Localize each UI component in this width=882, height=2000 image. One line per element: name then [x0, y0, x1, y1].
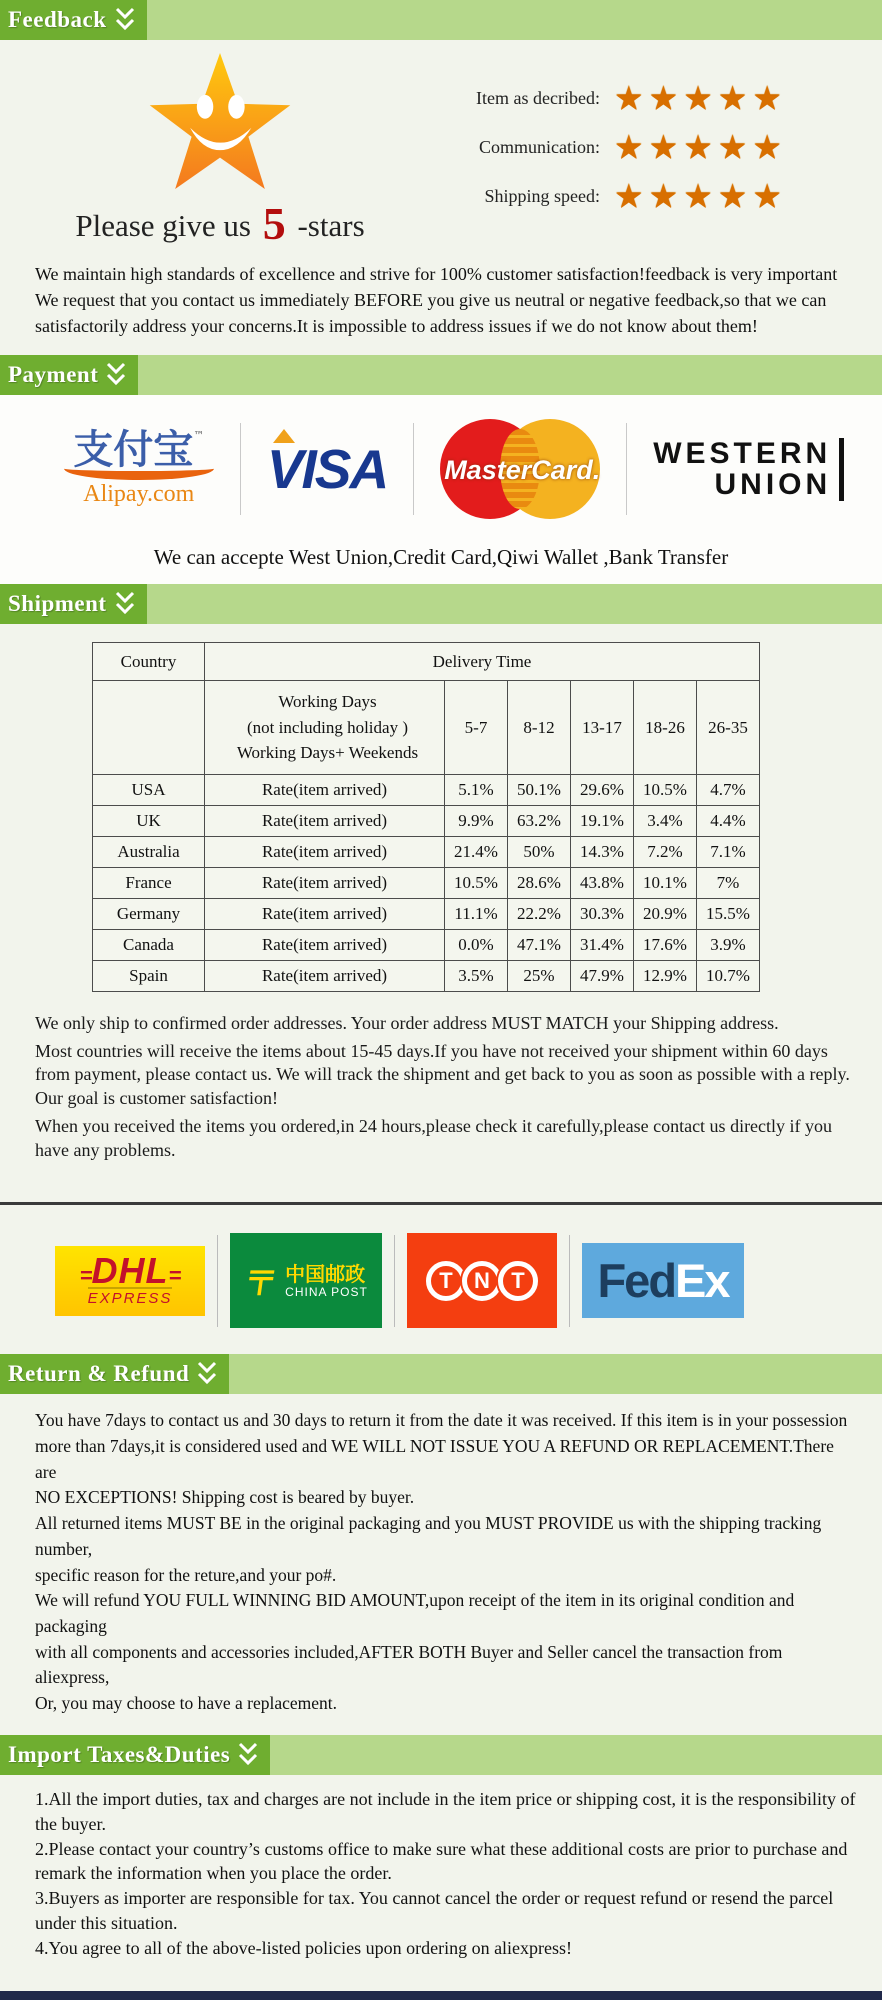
rate-value-cell: 25%	[508, 960, 571, 991]
period-header-cell: 26-35	[697, 681, 760, 775]
import-taxes-section	[0, 1735, 882, 1977]
shipment-section	[0, 584, 882, 1354]
shipment-title: Shipment	[8, 591, 107, 617]
shipping-paragraphs	[0, 1000, 882, 1177]
payment-title-box	[0, 355, 138, 395]
tnt-ring-letter: T	[426, 1261, 466, 1301]
rating-row	[450, 78, 787, 118]
return-text-line: You have 7days to contact us and 30 days to return it from the date it was received. If this item is in your possession	[35, 1410, 848, 1431]
country-cell: France	[93, 867, 205, 898]
fedex-ex-text: Ex	[675, 1254, 729, 1308]
period-header-cell: 18-26	[634, 681, 697, 775]
working-days-line: Working Days	[278, 692, 377, 712]
rate-value-cell: 3.5%	[445, 960, 508, 991]
star-icon: ★	[683, 81, 718, 117]
return-text-line: Or, you may choose to have a replacement.	[35, 1693, 338, 1714]
payment-section	[0, 355, 882, 584]
footer-bar	[0, 1991, 882, 2000]
period-header-cell: 8-12	[508, 681, 571, 775]
country-row	[93, 867, 760, 898]
delivery-time-header-cell: Delivery Time	[205, 643, 760, 681]
country-row	[93, 805, 760, 836]
caption-suffix: -stars	[297, 208, 365, 243]
feedback-title: Feedback	[8, 7, 107, 32]
rate-value-cell: 30.3%	[571, 898, 634, 929]
shipment-header-bar	[0, 584, 882, 624]
rate-value-cell: 63.2%	[508, 805, 571, 836]
rate-value-cell: 19.1%	[571, 805, 634, 836]
star-icon: ★	[683, 179, 718, 215]
china-post-emblem-icon: 〒	[240, 1264, 281, 1305]
rate-value-cell: 10.7%	[697, 960, 760, 991]
import-taxes-item: 3.Buyers as importer are responsible for tax. You cannot cancel the order or request refund or resend the parcel under this situation.	[35, 1888, 834, 1934]
payment-title: Payment	[8, 362, 99, 388]
dhl-logo	[55, 1246, 205, 1316]
carrier-logos-row	[0, 1205, 882, 1354]
star-icon: ★	[614, 81, 649, 117]
import-taxes-title-box	[0, 1735, 270, 1775]
smiley-star-icon	[145, 50, 295, 192]
china-post-english-text: CHINA POST	[285, 1284, 368, 1299]
return-refund-title-box	[0, 1354, 229, 1394]
star-icon: ★	[752, 179, 787, 215]
rate-label-cell: Rate(item arrived)	[205, 898, 445, 929]
star-rating	[614, 127, 787, 167]
return-text-line: more than 7days,it is considered used and WE WILL NOT ISSUE YOU A REFUND OR REPLACEMENT.There are	[35, 1436, 834, 1482]
import-taxes-text	[0, 1775, 882, 1977]
shipping-paragraph: Most countries will receive the items about 15-45 days.If you have not received your shipment within 60 days from payment, please contact us. We will track the shipment and get back to you as soon as possible with a reply. Our goal is customer satisfaction!	[35, 1040, 850, 1109]
rate-value-cell: 14.3%	[571, 836, 634, 867]
period-header-cell: 13-17	[571, 681, 634, 775]
payment-header-bar	[0, 355, 882, 395]
rate-value-cell: 10.1%	[634, 867, 697, 898]
visa-triangle	[273, 429, 295, 443]
mastercard-wordmark: MasterCard.	[444, 455, 601, 486]
smiley-star-block	[55, 50, 385, 247]
feedback-text-line: We maintain high standards of excellence and strive for 100% customer satisfaction!feedback is very important	[35, 264, 838, 284]
rate-value-cell: 9.9%	[445, 805, 508, 836]
feedback-text-line: satisfactorily address your concerns.It is impossible to address issues if we do not know about them!	[35, 316, 758, 337]
star-icon: ★	[614, 130, 649, 166]
import-taxes-header-bar	[0, 1735, 882, 1775]
trademark-symbol: ™	[193, 429, 205, 443]
rate-label-cell: Rate(item arrived)	[205, 774, 445, 805]
star-icon: ★	[683, 130, 718, 166]
logo-separator	[569, 1235, 570, 1327]
star-icon: ★	[752, 130, 787, 166]
mastercard-logo	[414, 419, 626, 519]
rate-value-cell: 21.4%	[445, 836, 508, 867]
star-icon: ★	[717, 81, 753, 117]
working-days-line: Working Days+ Weekends	[236, 743, 419, 763]
star-rating	[614, 78, 787, 118]
star-icon: ★	[717, 130, 753, 166]
rate-value-cell: 47.1%	[508, 929, 571, 960]
country-row	[93, 774, 760, 805]
tnt-logo	[407, 1233, 557, 1328]
country-row	[93, 898, 760, 929]
country-row	[93, 929, 760, 960]
return-refund-section	[0, 1354, 882, 1735]
western-union-logo	[627, 438, 844, 501]
feedback-body	[0, 40, 882, 247]
working-days-cell	[205, 681, 445, 775]
rating-row	[450, 176, 787, 216]
return-text-line: NO EXCEPTIONS! Shipping cost is beared by buyer.	[35, 1487, 415, 1508]
country-row	[93, 960, 760, 991]
payment-accept-note: We can accepte West Union,Credit Card,Qiwi Wallet ,Bank Transfer	[0, 529, 882, 584]
dhl-express-text: EXPRESS	[88, 1287, 173, 1307]
country-cell: UK	[93, 805, 205, 836]
rate-value-cell: 7.2%	[634, 836, 697, 867]
country-cell: Spain	[93, 960, 205, 991]
star-icon: ★	[648, 179, 684, 215]
shipping-paragraph: We only ship to confirmed order addresses. Your order address MUST MATCH your Shipping address.	[35, 1012, 779, 1033]
tnt-ring-letter: N	[462, 1261, 502, 1301]
feedback-header-bar	[0, 0, 882, 40]
country-cell: USA	[93, 774, 205, 805]
rate-value-cell: 11.1%	[445, 898, 508, 929]
rate-value-cell: 10.5%	[445, 867, 508, 898]
empty-cell	[93, 681, 205, 775]
rate-value-cell: 29.6%	[571, 774, 634, 805]
feedback-title-box	[0, 0, 147, 40]
rate-value-cell: 15.5%	[697, 898, 760, 929]
import-taxes-item: 2.Please contact your country’s customs office to make sure what these additional costs are prior to purchase and remark the information when you place the order.	[35, 1838, 848, 1884]
return-text-line: We will refund YOU FULL WINNING BID AMOUNT,upon receipt of the item in its original condition and packaging	[35, 1590, 795, 1637]
period-header-row	[93, 681, 760, 775]
visa-wordmark: VISA	[267, 437, 387, 501]
tnt-ring-letter: T	[498, 1261, 538, 1301]
star-icon: ★	[648, 130, 684, 166]
rating-label: Communication:	[479, 136, 600, 157]
china-post-chinese-text: 中国邮政	[285, 1261, 366, 1286]
rate-value-cell: 3.4%	[634, 805, 697, 836]
feedback-section	[0, 0, 882, 355]
shipping-paragraph: When you received the items you ordered,in 24 hours,please check it carefully,please contact us directly if you have any problems.	[35, 1115, 833, 1160]
chevron-double-down-icon	[113, 5, 137, 35]
alipay-domain-text: Alipay.com	[83, 481, 195, 508]
period-header-cell: 5-7	[445, 681, 508, 775]
return-text-line: All returned items MUST BE in the original packaging and you MUST PROVIDE us with the shipping tracking number,	[35, 1513, 822, 1559]
rate-value-cell: 4.4%	[697, 805, 760, 836]
payment-logos-row	[0, 395, 882, 529]
rate-value-cell: 3.9%	[697, 929, 760, 960]
chevron-double-down-icon	[104, 360, 128, 390]
rate-label-cell: Rate(item arrived)	[205, 805, 445, 836]
rate-label-cell: Rate(item arrived)	[205, 836, 445, 867]
rate-label-cell: Rate(item arrived)	[205, 960, 445, 991]
fedex-logo	[582, 1243, 744, 1318]
chevron-double-down-icon	[195, 1359, 219, 1389]
rate-value-cell: 0.0%	[445, 929, 508, 960]
rate-value-cell: 50.1%	[508, 774, 571, 805]
rate-value-cell: 47.9%	[571, 960, 634, 991]
import-taxes-item: 4.You agree to all of the above-listed policies upon ordering on aliexpress!	[35, 1937, 573, 1958]
rate-value-cell: 12.9%	[634, 960, 697, 991]
rate-value-cell: 4.7%	[697, 774, 760, 805]
country-cell: Germany	[93, 898, 205, 929]
fedex-fed-text: Fed	[597, 1254, 676, 1308]
rate-value-cell: 10.5%	[634, 774, 697, 805]
import-taxes-title: Import Taxes&Duties	[8, 1741, 231, 1767]
rate-value-cell: 17.6%	[634, 929, 697, 960]
country-header-cell: Country	[93, 643, 205, 681]
star-icon: ★	[648, 81, 684, 117]
working-days-line: (not including holiday )	[246, 717, 408, 737]
feedback-text-line: We request that you contact us immediately BEFORE you give us neutral or negative feedback,so that we can	[35, 290, 827, 311]
caption-number: 5	[262, 198, 286, 249]
return-refund-title: Return & Refund	[8, 1361, 190, 1387]
delivery-rate-table	[92, 642, 760, 992]
star-icon: ★	[614, 179, 649, 215]
mastercard-mark	[440, 419, 600, 519]
star-icon: ★	[717, 179, 753, 215]
rating-label: Item as decribed:	[476, 87, 600, 108]
rate-value-cell: 22.2%	[508, 898, 571, 929]
rate-value-cell: 7%	[697, 867, 760, 898]
rate-value-cell: 31.4%	[571, 929, 634, 960]
rate-label-cell: Rate(item arrived)	[205, 929, 445, 960]
china-post-logo	[230, 1233, 382, 1328]
rating-list	[450, 78, 787, 247]
rating-label: Shipping speed:	[484, 185, 600, 206]
chevron-double-down-icon	[236, 1740, 260, 1770]
star-rating	[614, 176, 787, 216]
rate-label-cell: Rate(item arrived)	[205, 867, 445, 898]
table-header-row	[93, 643, 760, 681]
western-union-line2: UNION	[714, 468, 832, 502]
rating-row	[450, 127, 787, 167]
logo-separator	[394, 1235, 395, 1327]
shipment-title-box	[0, 584, 147, 624]
country-cell: Australia	[93, 836, 205, 867]
dhl-wordmark: =DHL=	[79, 1249, 181, 1291]
rate-value-cell: 43.8%	[571, 867, 634, 898]
alipay-logo	[38, 427, 240, 508]
chevron-double-down-icon	[113, 589, 137, 619]
country-cell: Canada	[93, 929, 205, 960]
rate-value-cell: 20.9%	[634, 898, 697, 929]
logo-separator	[217, 1235, 218, 1327]
import-taxes-item: 1.All the import duties, tax and charges are not include in the item price or shipping cost, it is the responsibility of the buyer.	[35, 1788, 856, 1834]
rate-value-cell: 50%	[508, 836, 571, 867]
rate-value-cell: 28.6%	[508, 867, 571, 898]
return-text-line: specific reason for the reture,and your po#.	[35, 1564, 337, 1585]
return-refund-header-bar	[0, 1354, 882, 1394]
caption-prefix: Please give us	[75, 208, 251, 243]
feedback-paragraph	[0, 247, 882, 355]
country-row	[93, 836, 760, 867]
return-refund-text	[0, 1394, 882, 1735]
western-union-line1: WESTERN	[653, 436, 832, 470]
alipay-chinese-text: 支付宝™	[73, 427, 205, 474]
visa-logo	[241, 437, 413, 501]
delivery-table-wrap	[0, 624, 882, 1000]
star-icon: ★	[752, 81, 787, 117]
rate-value-cell: 5.1%	[445, 774, 508, 805]
rate-value-cell: 7.1%	[697, 836, 760, 867]
return-text-line: with all components and accessories included,AFTER BOTH Buyer and Seller cancel the transaction from aliexpress,	[35, 1641, 783, 1688]
five-stars-caption	[55, 194, 385, 247]
